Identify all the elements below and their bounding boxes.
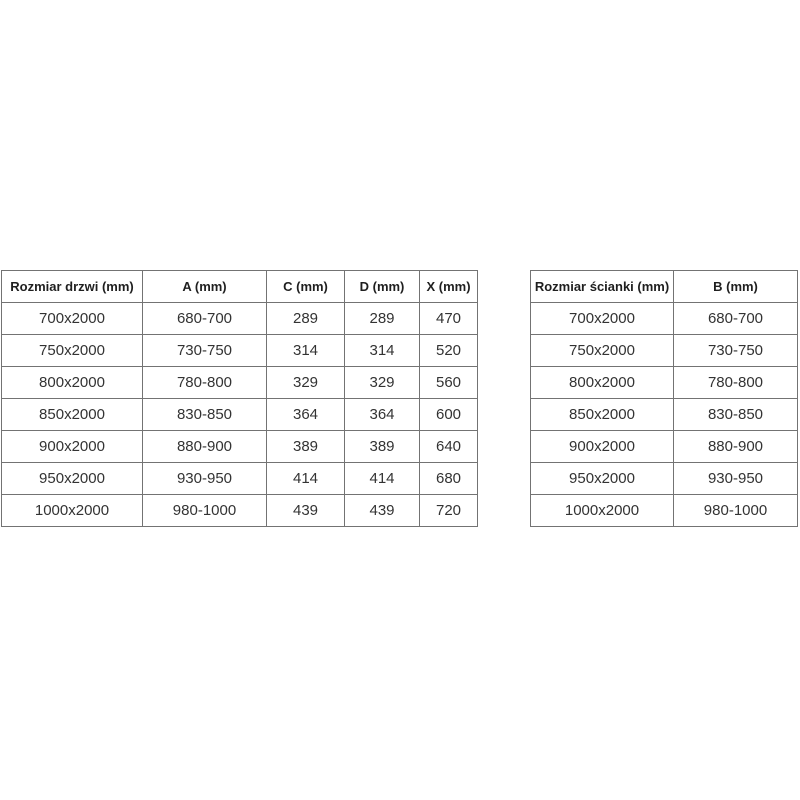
table-row xyxy=(2,495,478,527)
table-cell: 329 xyxy=(345,367,420,399)
table-cell: 780-800 xyxy=(143,367,267,399)
table-cell: 750x2000 xyxy=(2,335,143,367)
table-cell: 900x2000 xyxy=(531,431,674,463)
table-cell: 560 xyxy=(420,367,478,399)
table-row xyxy=(531,367,798,399)
table-cell: 414 xyxy=(267,463,345,495)
header-cell: X (mm) xyxy=(420,271,478,303)
header-cell: D (mm) xyxy=(345,271,420,303)
table-cell: 520 xyxy=(420,335,478,367)
table-cell: 830-850 xyxy=(143,399,267,431)
table-row xyxy=(2,463,478,495)
table-cell: 640 xyxy=(420,431,478,463)
table-cell: 389 xyxy=(345,431,420,463)
table-cell: 980-1000 xyxy=(143,495,267,527)
table-cell: 364 xyxy=(345,399,420,431)
table-cell: 289 xyxy=(345,303,420,335)
table-cell: 364 xyxy=(267,399,345,431)
table-cell: 1000x2000 xyxy=(531,495,674,527)
door-dimensions-table xyxy=(1,270,478,527)
table-cell: 950x2000 xyxy=(2,463,143,495)
table-cell: 780-800 xyxy=(674,367,798,399)
table-cell: 680-700 xyxy=(674,303,798,335)
table-cell: 720 xyxy=(420,495,478,527)
table-row xyxy=(2,431,478,463)
table-cell: 950x2000 xyxy=(531,463,674,495)
header-cell: A (mm) xyxy=(143,271,267,303)
table-cell: 930-950 xyxy=(143,463,267,495)
table-cell: 314 xyxy=(345,335,420,367)
table-cell: 880-900 xyxy=(674,431,798,463)
table-row xyxy=(531,335,798,367)
header-cell: B (mm) xyxy=(674,271,798,303)
table-row xyxy=(2,335,478,367)
table-cell: 830-850 xyxy=(674,399,798,431)
table-cell: 850x2000 xyxy=(2,399,143,431)
table-cell: 414 xyxy=(345,463,420,495)
table-cell: 680 xyxy=(420,463,478,495)
table-row xyxy=(2,367,478,399)
table-cell: 1000x2000 xyxy=(2,495,143,527)
table-row xyxy=(2,399,478,431)
table-cell: 680-700 xyxy=(143,303,267,335)
table-row xyxy=(531,399,798,431)
table-cell: 800x2000 xyxy=(2,367,143,399)
table-cell: 389 xyxy=(267,431,345,463)
table-cell: 850x2000 xyxy=(531,399,674,431)
table-row xyxy=(531,495,798,527)
table-cell: 730-750 xyxy=(674,335,798,367)
table-cell: 600 xyxy=(420,399,478,431)
header-cell: Rozmiar ścianki (mm) xyxy=(531,271,674,303)
table-cell: 470 xyxy=(420,303,478,335)
header-cell: Rozmiar drzwi (mm) xyxy=(2,271,143,303)
table-cell: 439 xyxy=(267,495,345,527)
table-header-row xyxy=(2,271,478,303)
table-header-row xyxy=(531,271,798,303)
table-cell: 900x2000 xyxy=(2,431,143,463)
wall-dimensions-table xyxy=(530,270,798,527)
table-cell: 700x2000 xyxy=(2,303,143,335)
table-cell: 289 xyxy=(267,303,345,335)
table-cell: 800x2000 xyxy=(531,367,674,399)
table-row xyxy=(531,303,798,335)
table-row xyxy=(2,303,478,335)
table-cell: 314 xyxy=(267,335,345,367)
table-cell: 700x2000 xyxy=(531,303,674,335)
table-cell: 329 xyxy=(267,367,345,399)
header-cell: C (mm) xyxy=(267,271,345,303)
table-cell: 439 xyxy=(345,495,420,527)
table-cell: 750x2000 xyxy=(531,335,674,367)
table-row xyxy=(531,463,798,495)
table-cell: 930-950 xyxy=(674,463,798,495)
table-cell: 880-900 xyxy=(143,431,267,463)
table-cell: 730-750 xyxy=(143,335,267,367)
table-cell: 980-1000 xyxy=(674,495,798,527)
table-row xyxy=(531,431,798,463)
